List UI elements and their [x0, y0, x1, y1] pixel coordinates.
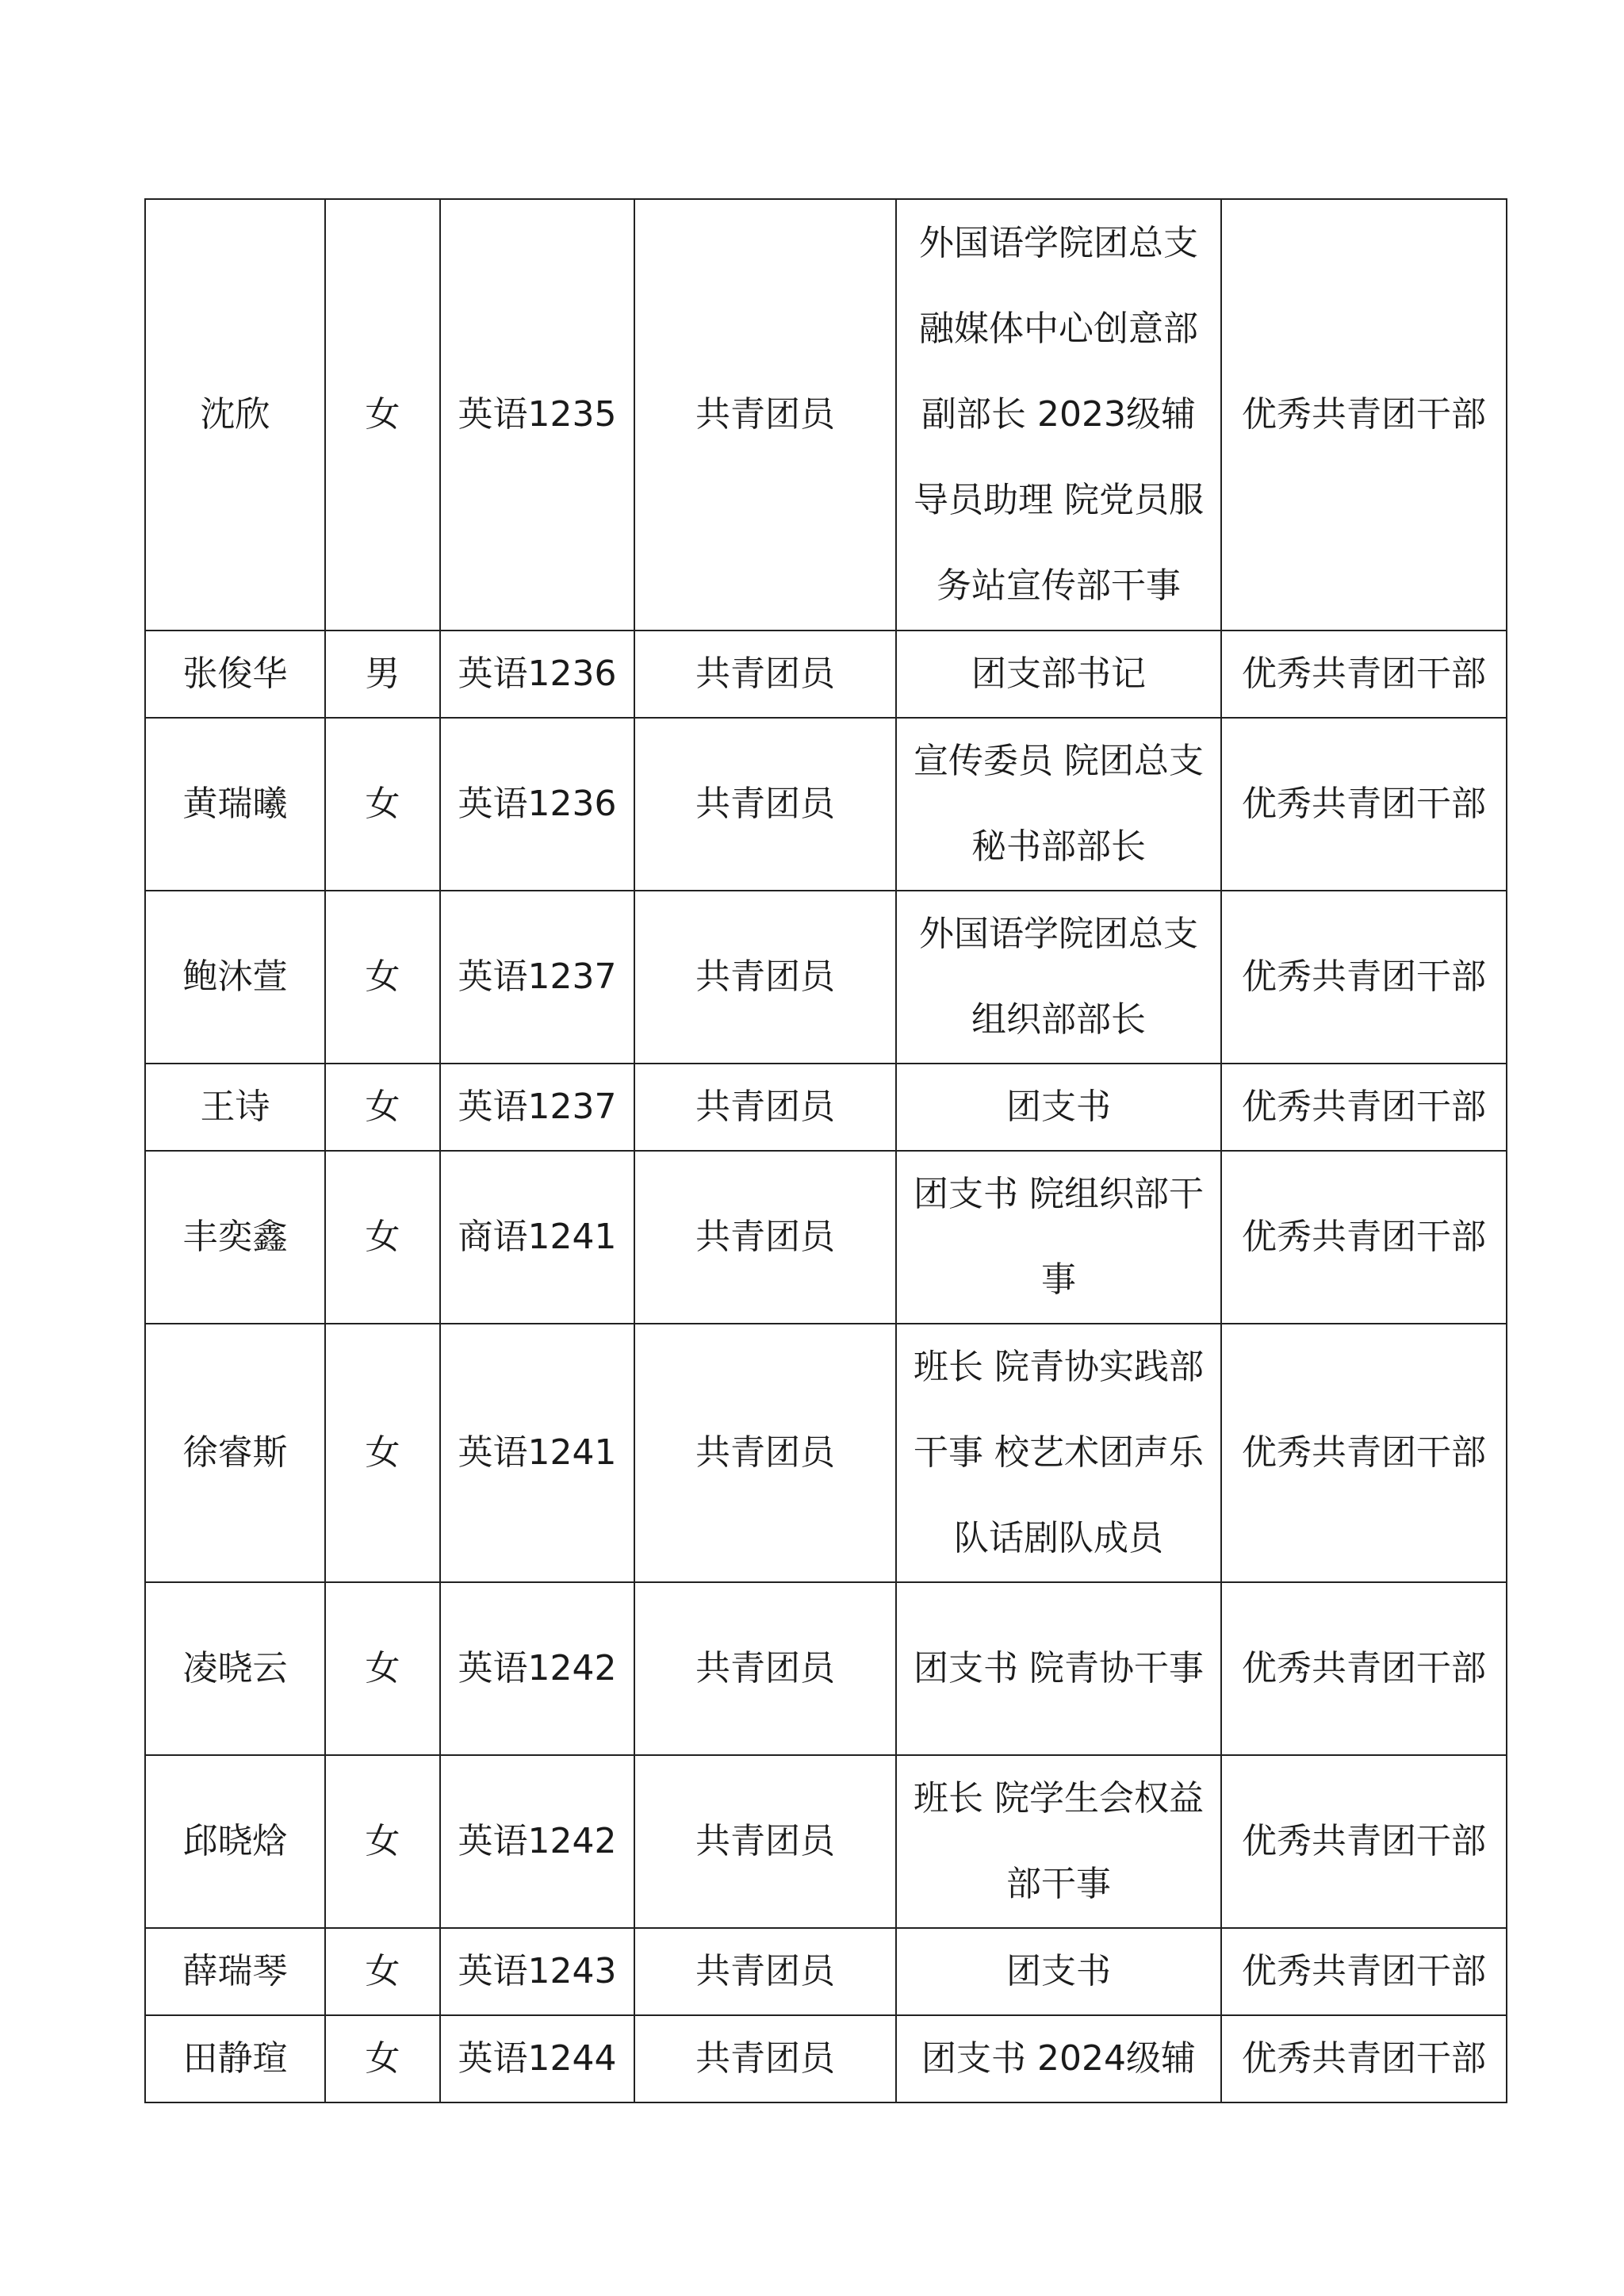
table-row — [145, 1324, 1507, 1582]
cell-name: 沈欣 — [145, 199, 325, 631]
cell-award: 优秀共青团干部 — [1221, 1064, 1507, 1151]
cell-class: 英语1236 — [440, 631, 634, 718]
cell-award: 优秀共青团干部 — [1221, 199, 1507, 631]
cell-award: 优秀共青团干部 — [1221, 718, 1507, 891]
cell-award: 优秀共青团干部 — [1221, 1582, 1507, 1755]
cell-gender: 女 — [325, 199, 440, 631]
cell-post: 团支书 院青协干事 — [896, 1582, 1221, 1755]
cell-post: 班长 院学生会权益部干事 — [896, 1755, 1221, 1928]
table-row — [145, 2015, 1507, 2102]
cell-political-status: 共青团员 — [634, 891, 896, 1064]
table-row — [145, 891, 1507, 1064]
cell-class: 英语1235 — [440, 199, 634, 631]
cell-political-status: 共青团员 — [634, 1064, 896, 1151]
cell-name: 丰奕鑫 — [145, 1151, 325, 1324]
cell-name: 张俊华 — [145, 631, 325, 718]
cell-gender: 女 — [325, 1928, 440, 2015]
table-row — [145, 631, 1507, 718]
cell-class: 英语1236 — [440, 718, 634, 891]
cell-post: 团支部书记 — [896, 631, 1221, 718]
cell-political-status: 共青团员 — [634, 1151, 896, 1324]
table-row — [145, 1582, 1507, 1755]
cell-name: 邱晓焓 — [145, 1755, 325, 1928]
cell-gender: 女 — [325, 2015, 440, 2102]
cell-political-status: 共青团员 — [634, 1928, 896, 2015]
cell-gender: 女 — [325, 1151, 440, 1324]
cell-post: 外国语学院团总支融媒体中心创意部副部长 2023级辅导员助理 院党员服务站宣传部干事 — [896, 199, 1221, 631]
table-row — [145, 718, 1507, 891]
cell-political-status: 共青团员 — [634, 1755, 896, 1928]
cell-political-status: 共青团员 — [634, 631, 896, 718]
cell-post: 团支书 院组织部干事 — [896, 1151, 1221, 1324]
cell-class: 英语1244 — [440, 2015, 634, 2102]
cell-class: 英语1241 — [440, 1324, 634, 1582]
cell-gender: 女 — [325, 718, 440, 891]
cell-award: 优秀共青团干部 — [1221, 891, 1507, 1064]
table-row — [145, 1928, 1507, 2015]
cell-name: 王诗 — [145, 1064, 325, 1151]
cell-class: 英语1243 — [440, 1928, 634, 2015]
cell-gender: 女 — [325, 1755, 440, 1928]
cell-political-status: 共青团员 — [634, 718, 896, 891]
cell-political-status: 共青团员 — [634, 1324, 896, 1582]
cell-name: 田静瑄 — [145, 2015, 325, 2102]
cell-award: 优秀共青团干部 — [1221, 631, 1507, 718]
cell-class: 英语1237 — [440, 891, 634, 1064]
table-row — [145, 1064, 1507, 1151]
cell-class: 英语1242 — [440, 1582, 634, 1755]
cell-post: 团支书 2024级辅 — [896, 2015, 1221, 2102]
cell-award: 优秀共青团干部 — [1221, 1151, 1507, 1324]
cell-gender: 女 — [325, 891, 440, 1064]
cell-name: 黄瑞曦 — [145, 718, 325, 891]
cell-class: 英语1242 — [440, 1755, 634, 1928]
cell-name: 徐睿斯 — [145, 1324, 325, 1582]
cell-award: 优秀共青团干部 — [1221, 1755, 1507, 1928]
cell-award: 优秀共青团干部 — [1221, 2015, 1507, 2102]
cell-award: 优秀共青团干部 — [1221, 1928, 1507, 2015]
cell-post: 团支书 — [896, 1064, 1221, 1151]
table-row — [145, 199, 1507, 631]
cell-post: 宣传委员 院团总支秘书部部长 — [896, 718, 1221, 891]
cell-political-status: 共青团员 — [634, 2015, 896, 2102]
cell-award: 优秀共青团干部 — [1221, 1324, 1507, 1582]
cell-gender: 男 — [325, 631, 440, 718]
table-row — [145, 1755, 1507, 1928]
cell-post: 班长 院青协实践部干事 校艺术团声乐队话剧队成员 — [896, 1324, 1221, 1582]
cell-name: 薛瑞琴 — [145, 1928, 325, 2015]
cell-gender: 女 — [325, 1064, 440, 1151]
cell-class: 商语1241 — [440, 1151, 634, 1324]
cell-name: 凌晓云 — [145, 1582, 325, 1755]
table-row — [145, 1151, 1507, 1324]
cell-gender: 女 — [325, 1582, 440, 1755]
cell-political-status: 共青团员 — [634, 1582, 896, 1755]
cell-post: 外国语学院团总支组织部部长 — [896, 891, 1221, 1064]
cell-post: 团支书 — [896, 1928, 1221, 2015]
cell-political-status: 共青团员 — [634, 199, 896, 631]
cell-name: 鲍沐萱 — [145, 891, 325, 1064]
cell-gender: 女 — [325, 1324, 440, 1582]
cell-class: 英语1237 — [440, 1064, 634, 1151]
award-list-table — [144, 198, 1507, 2103]
